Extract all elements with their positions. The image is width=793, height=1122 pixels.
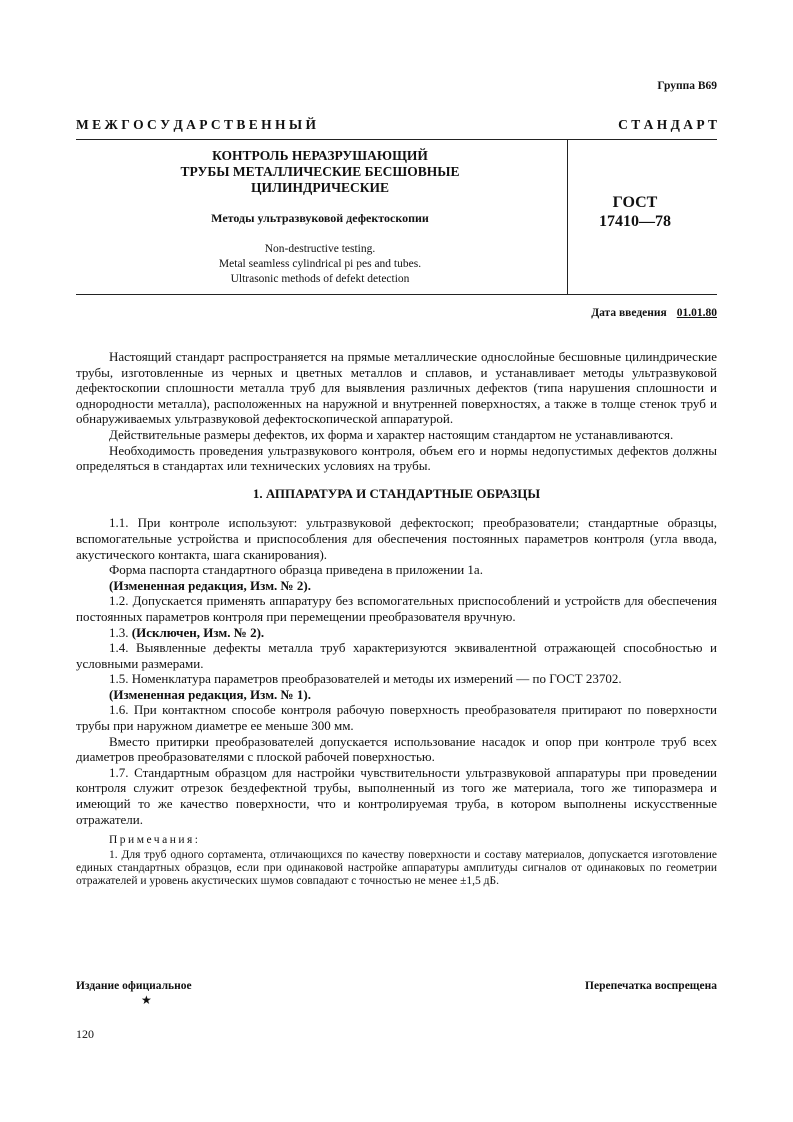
introduction-date bbox=[591, 307, 717, 319]
gost-designation bbox=[585, 193, 685, 231]
reprint-prohibited: Перепечатка воспрещена bbox=[585, 980, 717, 992]
title-line-3: ЦИЛИНДРИЧЕСКИЕ bbox=[250, 180, 390, 195]
date-value: 01.01.80 bbox=[676, 307, 717, 319]
clause-1-6-alt: Вместо притирки преобразователей допускается использование насадок и опор при контроле труб всех диаметров преобразователями с плоской рабочей поверхностью. bbox=[76, 733, 717, 765]
clause-1-3-excluded: (Исключен, Изм. № 2). bbox=[131, 624, 265, 640]
intro-paragraph-2: Действительные размеры дефектов, их форма и характер настоящим стандартом не устанавливаются. bbox=[109, 426, 674, 442]
clause-1-2: 1.2. Допускается применять аппаратуру без вспомогательных приспособлений и устройств для обеспечения постоянных параметров контроля при перемещении преобразователя вручную. bbox=[76, 593, 717, 624]
group-code: Группа В69 bbox=[657, 80, 717, 92]
clause-1-7: 1.7. Стандартным образцом для настройки чувствительности ультразвуковой аппаратуры при проведении контроля служит отрезок бездефектной трубы, выполненный из того же материала, того же типоразмера и имеющий то же качество поверхности, что и контролируемая труба, в котором выполнены искусственные отражатели. bbox=[76, 764, 717, 827]
document-subtitle: Методы ультразвуковой дефектоскопии bbox=[211, 211, 429, 225]
clause-1-5-amendment: (Измененная редакция, Изм. № 1). bbox=[109, 686, 311, 702]
title-line-2: ТРУБЫ МЕТАЛЛИЧЕСКИЕ БЕСШОВНЫЕ bbox=[180, 164, 460, 179]
date-label: Дата введения bbox=[591, 307, 667, 319]
clause-1-3 bbox=[76, 625, 717, 641]
header-bottom-rule bbox=[76, 294, 717, 295]
clause-1-5: 1.5. Номенклатура параметров преобразователей и методы их измерений — по ГОСТ 23702. bbox=[109, 671, 622, 687]
intro-paragraph-1: Настоящий стандарт распространяется на прямые металлические однослойные бесшовные цилиндрические трубы, изготовленные из черных и цветных металлов и сплавов, и устанавливает методы ультразвуковой дефектоскопии сплошности металла труб для выявления различных дефектов (типа нарушения сплошности и однородности металла), расположенных на наружной и внутренней поверхностях, а также в толще стенок труб и обнаруживаемых ультразвуковой дефектоскопической аппаратурой. bbox=[76, 349, 717, 427]
clause-1-3-number: 1.3. bbox=[109, 624, 132, 640]
standard-banner bbox=[76, 117, 717, 133]
english-line-2: Metal seamless cylindrical pi pes and tubes. bbox=[218, 258, 422, 270]
banner-standard: С Т А Н Д А Р Т bbox=[618, 117, 717, 132]
document-title bbox=[120, 148, 520, 196]
page-number: 120 bbox=[76, 1027, 94, 1041]
section-1-heading: 1. АППАРАТУРА И СТАНДАРТНЫЕ ОБРАЗЦЫ bbox=[252, 485, 541, 501]
top-rule bbox=[76, 139, 717, 140]
clause-1-1: 1.1. При контроле используют: ультразвуковой дефектоскоп; преобразователи; стандартные образцы, вспомогательные устройства и приспособления для обеспечения постоянных параметров контроля (угла ввода, акустического контакта, шага сканирования). bbox=[76, 515, 717, 562]
clause-1-1-form: Форма паспорта стандартного образца приведена в приложении 1а. bbox=[109, 562, 483, 578]
intro-paragraph-3: Необходимость проведения ультразвукового контроля, объем его и нормы недопустимых дефектов должны определяться в стандартах или технических условиях на трубы. bbox=[76, 442, 717, 474]
banner-interstate: М Е Ж Г О С У Д А Р С Т В Е Н Н Ы Й bbox=[76, 117, 317, 132]
gost-number: 17410—78 bbox=[599, 213, 671, 230]
english-line-1: Non-destructive testing. bbox=[264, 243, 376, 255]
clause-1-4: 1.4. Выявленные дефекты металла труб характеризуются эквивалентной отражающей способностью и условными размерами. bbox=[76, 640, 717, 671]
title-line-1: КОНТРОЛЬ НЕРАЗРУШАЮЩИЙ bbox=[212, 148, 428, 163]
english-title bbox=[120, 242, 520, 287]
clause-1-1-amendment: (Измененная редакция, Изм. № 2). bbox=[109, 577, 311, 593]
gost-label: ГОСТ bbox=[612, 194, 658, 211]
notes-heading: Примечания: bbox=[109, 834, 201, 847]
english-line-3: Ultrasonic methods of defekt detection bbox=[230, 273, 410, 285]
document-body bbox=[76, 349, 717, 888]
official-edition: Издание официальное bbox=[76, 980, 192, 992]
star-icon: ★ bbox=[141, 993, 152, 1007]
clause-1-6: 1.6. При контактном способе контроля рабочую поверхность преобразователя притирают по поверхности трубы при наружном диаметре ее меньше 300 мм. bbox=[76, 702, 717, 734]
header-divider bbox=[567, 139, 568, 294]
note-1: 1. Для труб одного сортамента, отличающихся по качеству поверхности и составу материалов, допускается изготовление единых стандартных образцов, если при одинаковой настройке аппаратуры амплитуды сигналов от одинаковых по геометрии отражателей и уровень акустических шумов совпадают с точностью не менее ±1,5 дБ. bbox=[76, 848, 717, 888]
